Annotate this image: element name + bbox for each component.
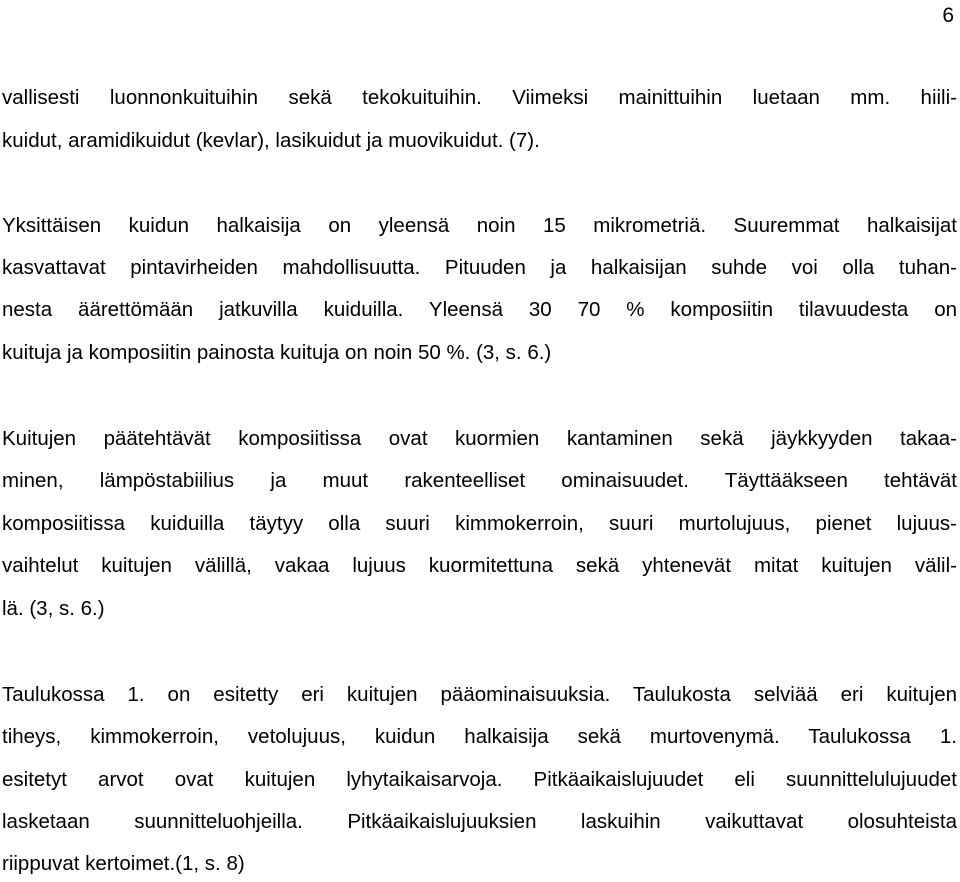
- text-line: lä. (3, s. 6.): [2, 597, 105, 620]
- text-line: vallisesti luonnonkuituihin sekä tekokuituihin. Viimeksi mainittuihin luetaan mm. hiili-: [2, 86, 957, 109]
- text-line: esitetyt arvot ovat kuitujen lyhytaikaisarvoja. Pitkäaikaislujuudet eli suunnittelulujuudet: [2, 768, 957, 791]
- text-line: komposiitissa kuiduilla täytyy olla suuri kimmokerroin, suuri murtolujuus, pienet lujuus-: [2, 512, 957, 535]
- text-line: Taulukossa 1. on esitetty eri kuitujen pääominaisuuksia. Taulukosta selviää eri kuitujen: [2, 683, 957, 706]
- text-line: Yksittäisen kuidun halkaisija on yleensä noin 15 mikrometriä. Suuremmat halkaisijat: [2, 214, 957, 237]
- text-line: minen, lämpöstabiilius ja muut rakenteelliset ominaisuudet. Täyttääkseen tehtävät: [2, 469, 957, 492]
- text-line: kasvattavat pintavirheiden mahdollisuutta. Pituuden ja halkaisijan suhde voi olla tuhan-: [2, 256, 957, 279]
- page-number: 6: [942, 4, 954, 27]
- text-line: lasketaan suunnitteluohjeilla. Pitkäaikaislujuuksien laskuihin vaikuttavat olosuhteista: [2, 810, 957, 833]
- text-line: nesta äärettömään jatkuvilla kuiduilla. Yleensä 30 70 % komposiitin tilavuudesta on: [2, 298, 957, 321]
- text-line: Kuitujen päätehtävät komposiitissa ovat kuormien kantaminen sekä jäykkyyden takaa-: [2, 427, 957, 450]
- text-line: riippuvat kertoimet.(1, s. 8): [2, 852, 245, 875]
- text-line: vaihtelut kuitujen välillä, vakaa lujuus kuormitettuna sekä yhtenevät mitat kuitujen välil-: [2, 554, 957, 577]
- text-line: kuidut, aramidikuidut (kevlar), lasikuidut ja muovikuidut. (7).: [2, 129, 540, 152]
- text-line: kuituja ja komposiitin painosta kuituja on noin 50 %. (3, s. 6.): [2, 341, 552, 364]
- text-line: tiheys, kimmokerroin, vetolujuus, kuidun halkaisija sekä murtovenymä. Taulukossa 1.: [2, 725, 957, 748]
